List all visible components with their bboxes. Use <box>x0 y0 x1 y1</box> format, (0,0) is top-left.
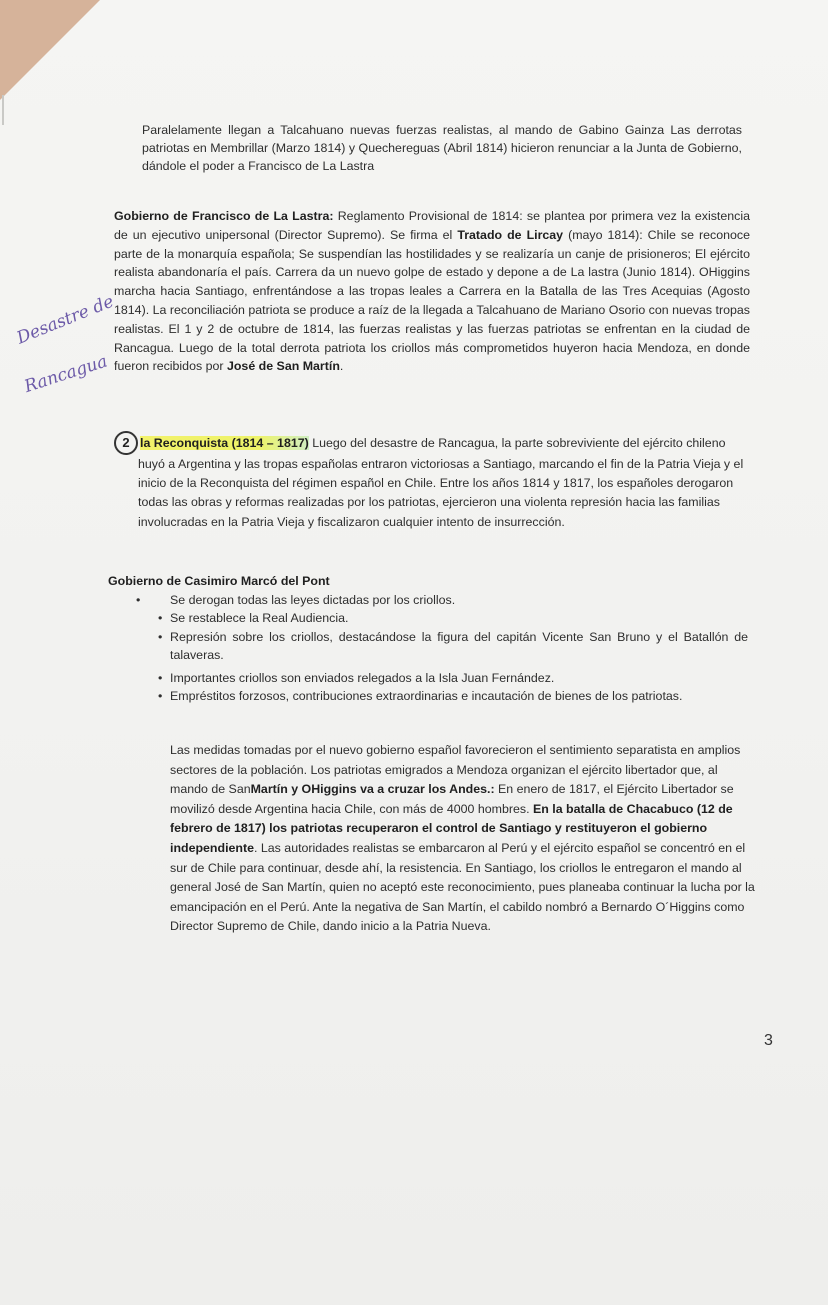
marco-text-1: Las medidas tomadas por el nuevo gobierno español favorecieron el sentimiento separatista en amplios sectores de la población. Los patriotas emigrados a Mendoza organizan el ejército libertador que, al mando de San <box>170 743 741 797</box>
bullet-item <box>136 591 748 609</box>
bullet-item <box>158 628 748 665</box>
handwritten-annotation <box>14 292 117 349</box>
bullet-dot-icon: • <box>158 689 163 704</box>
bullet-text: Empréstitos forzosos, contribuciones extraordinarias e incautación de bienes de los patriotas. <box>170 689 683 704</box>
bullet-item <box>158 669 748 687</box>
lastra-text-2: (mayo 1814): Chile se reconoce parte de la monarquía española; Se suspendían las hostilidades y se realizaría un canje de prisioneros; El ejército realista abandonaría el país. Carrera da un nuevo golpe de estado y depone a de La lastra (Junio 1814). OHiggins marcha hacia Santiago, enfrentándose a las tropas leales a Carrera en la Batalla de las Tres Acequias (Agosto 1814). La reconciliación patriota se produce a raíz de la llegada a Talcahuano de Mariano Osorio con nuevas tropas realistas. El 1 y 2 de octubre de 1814, las fuerzas realistas y las fuerzas patriotas se enfrentan en la ciudad de Rancagua. Luego de la total derrota patriota los criollos más comprometidos huyeron hacia Mendoza, en donde fueron recibidos por <box>114 227 750 374</box>
intro-paragraph <box>142 121 742 176</box>
marco-bullet-list <box>136 591 748 705</box>
lastra-text-1: Reglamento Provisional de 1814: se plantea por primera vez la existencia de un ejecutivo unipersonal (Director Supremo). Se firma el <box>114 209 750 242</box>
bullet-dot-icon: • <box>136 593 141 607</box>
annotation-line-1: Desastre de <box>14 291 117 349</box>
lastra-paragraph <box>114 207 750 376</box>
marco-bold-1: Martín y OHiggins va a cruzar los Andes.: <box>250 782 495 797</box>
bullet-dot-icon: • <box>158 629 163 644</box>
page-number: 3 <box>764 1032 773 1049</box>
chacabuco-bold: En la batalla de Chacabuco (12 de febrero de 1817) los patriotas recuperaron el control de Santiago y restituyeron el gobierno independiente <box>170 801 733 855</box>
lastra-text-3: . <box>339 359 344 374</box>
marco-text-3: . Las autoridades realistas se embarcaron al Perú y el ejército español se concentró en el sur de Chile para continuar, desde ahí, la resistencia. En Santiago, los criollos le entregaron el mando al general José de San Martín, quien no aceptó este reconocimiento, pues planeaba continuar la lucha por la emancipación en el Perú. Ante la negativa de San Martín, el cabildo nombró a Bernardo O´Higgins como Director Supremo de Chile, dando inicio a la Patria Nueva. <box>170 840 755 934</box>
intro-text: Paralelamente llegan a Talcahuano nuevas fuerzas realistas, al mando de Gabino Gainza Las derrotas patriotas en Membrillar (Marzo 1814) y Quechereguas (Abril 1814) hicieron renunciar a la Junta de Gobierno, dándole el poder a Francisco de La Lastra <box>142 123 742 174</box>
tratado-lircay: Tratado de Lircay <box>457 227 564 242</box>
reconquista-title-highlight <box>140 436 309 450</box>
marco-del-pont-heading: Gobierno de Casimiro Marcó del Pont <box>108 574 330 588</box>
page-edge <box>2 95 4 125</box>
bullet-text: Represión sobre los criollos, destacándose la figura del capitán Vicente San Bruno y el Batallón de talaveras. <box>170 629 748 663</box>
lastra-section <box>114 207 750 376</box>
marco-bullets-block <box>136 591 748 705</box>
reconquista-section <box>122 431 750 532</box>
reconquista-text: Luego del desastre de Rancagua, la parte sobreviviente del ejército chileno huyó a Argentina y las tropas españolas entraron victoriosas a Santiago, marcando el fin de la Patria Vieja y el inicio de la Reconquista del régimen español en Chile. Entre los años 1814 y 1817, los españoles derogaron todas las obras y reformas realizadas por los patriotas, ejercieron una violenta represión hacia las familias involucradas en la Patria Vieja y fiscalizaron cualquier intento de insurrección. <box>138 436 744 529</box>
reconquista-paragraph <box>122 431 750 532</box>
annotation-line-2: Rancagua <box>22 351 110 398</box>
reconquista-title: la Reconquista <box>140 436 229 450</box>
handwritten-annotation-2 <box>22 351 110 397</box>
bullet-item <box>158 687 748 705</box>
circled-number: 2 <box>114 431 138 455</box>
bullet-item <box>158 609 748 627</box>
lastra-heading: Gobierno de Francisco de La Lastra: <box>114 209 334 223</box>
marco-paragraph-block <box>170 741 756 937</box>
folded-corner <box>0 0 100 100</box>
jose-de-san-martin: José de San Martín <box>226 359 340 374</box>
bullet-text: Se derogan todas las leyes dictadas por los criollos. <box>170 593 456 607</box>
marco-text-2: En enero de 1817, el Ejército Libertador se movilizó desde Argentina hacia Chile, con más de 4000 hombres. <box>170 782 734 816</box>
bullet-text: Se restablece la Real Audiencia. <box>170 611 349 626</box>
marco-del-pont-heading-block <box>108 572 508 590</box>
reconquista-years: (1814 – 1817) <box>228 436 309 450</box>
bullet-text: Importantes criollos son enviados relegados a la Isla Juan Fernández. <box>170 670 555 685</box>
bullet-dot-icon: • <box>158 611 163 626</box>
bullet-dot-icon: • <box>158 670 163 685</box>
marco-paragraph <box>170 741 756 937</box>
